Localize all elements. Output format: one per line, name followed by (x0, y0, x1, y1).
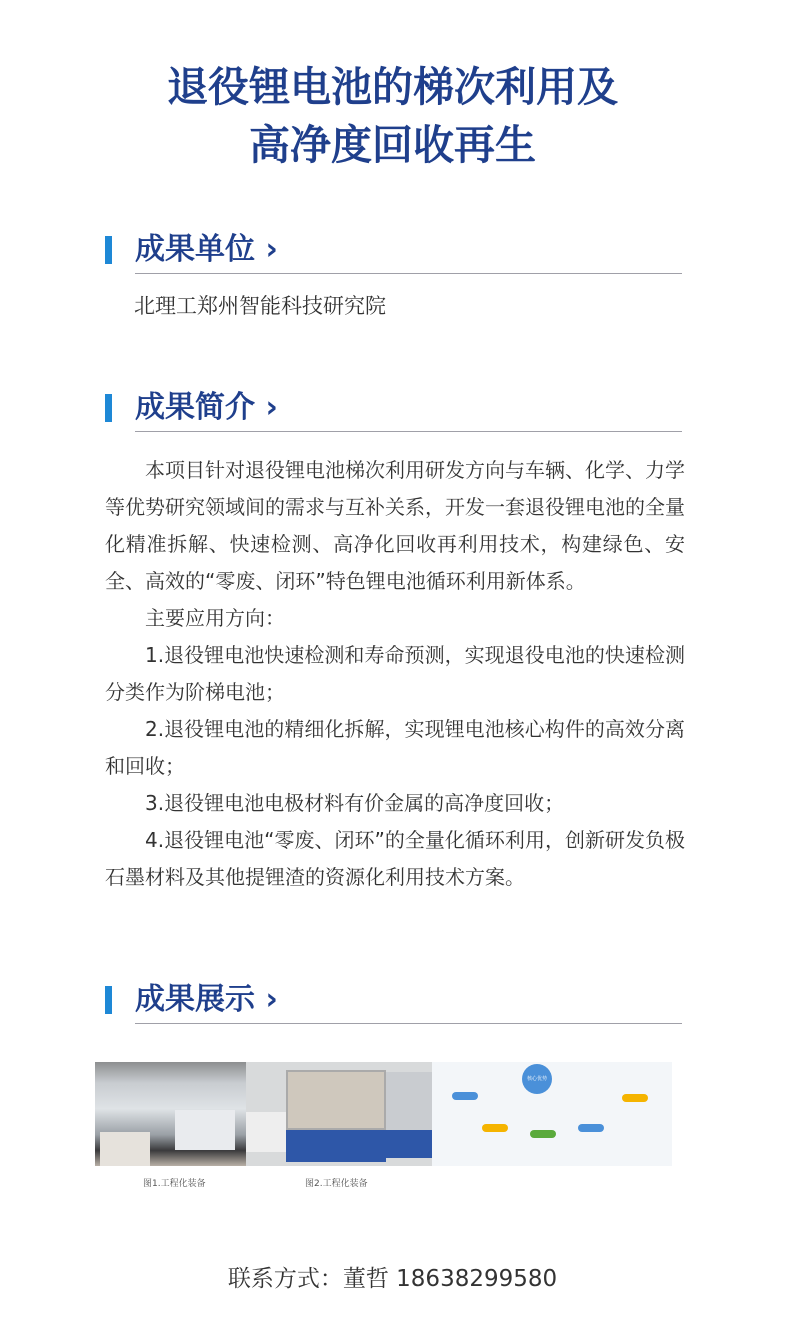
accent-bar (105, 236, 112, 264)
paragraph: 本项目针对退役锂电池梯次利用研发方向与车辆、化学、力学等优势研究领域间的需求与互补关系，开发一套退役锂电池的全量化精准拆解、快速检测、高净化回收再利用技术，构建绿色、安全、高效的“零废、闭环”特色锂电池循环利用新体系。 (105, 458, 685, 593)
paragraph: 1.退役锂电池快速检测和寿命预测，实现退役电池的快速检测分类作为阶梯电池； (105, 643, 685, 704)
paragraph: 主要应用方向： (145, 606, 285, 630)
chevron-right-icon: › (265, 982, 278, 1017)
section-header-unit (105, 228, 682, 274)
diagram-center: 核心优势 (522, 1064, 552, 1094)
paragraph: 2.退役锂电池的精细化拆解，实现锂电池核心构件的高效分离和回收； (105, 717, 685, 778)
paragraph: 3.退役锂电池电极材料有价金属的高净度回收； (145, 791, 565, 815)
contact-info: 联系方式：董哲 18638299580 (227, 1266, 558, 1292)
section-header-intro (105, 386, 682, 432)
divider (135, 431, 682, 432)
page-title (0, 58, 785, 174)
chevron-right-icon: › (265, 232, 278, 267)
accent-bar (105, 986, 112, 1014)
caption-1: 图1.工程化装备 (143, 1179, 206, 1189)
divider (135, 1023, 682, 1024)
caption-2: 图2.工程化装备 (305, 1179, 368, 1189)
equipment-photo-1 (95, 1062, 246, 1166)
section-header-showcase (105, 978, 682, 1024)
title-line-2: 高净度回收再生 (249, 121, 536, 169)
divider (135, 273, 682, 274)
accent-bar (105, 394, 112, 422)
unit-name: 北理工郑州智能科技研究院 (134, 294, 386, 318)
intro-body (105, 452, 685, 896)
section-title: 成果展示 (135, 982, 255, 1017)
chevron-right-icon: › (265, 390, 278, 425)
section-title: 成果简介 (135, 390, 255, 425)
section-title: 成果单位 (135, 232, 255, 267)
title-line-1: 退役锂电池的梯次利用及 (167, 63, 618, 111)
equipment-photo-2 (246, 1062, 432, 1166)
showcase-images (95, 1062, 672, 1166)
paragraph: 4.退役锂电池“零废、闭环”的全量化循环利用，创新研发负极石墨材料及其他提锂渣的资源化利用技术方案。 (105, 828, 685, 889)
core-advantage-diagram (432, 1062, 672, 1166)
